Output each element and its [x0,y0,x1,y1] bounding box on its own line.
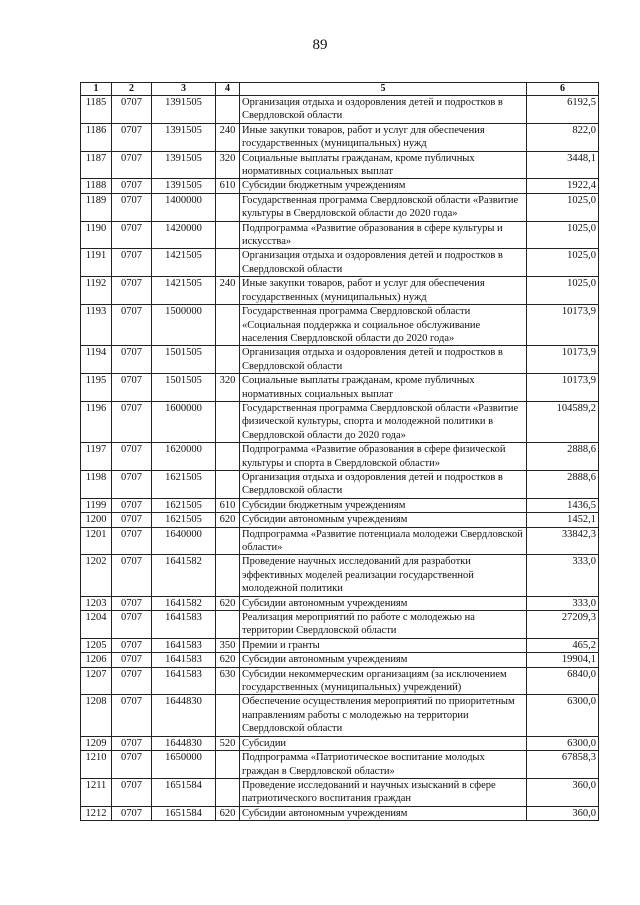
item-name: Субсидии некоммерческим организациям (за исключением государственных (муниципальных) учреждений) [240,667,527,695]
amount: 465,2 [527,638,599,652]
item-name: Подпрограмма «Развитие потенциала молодежи Свердловской области» [240,527,527,555]
row-number: 1210 [81,751,112,779]
table-row [81,305,599,346]
table-row [81,151,599,179]
item-name: Социальные выплаты гражданам, кроме публичных нормативных социальных выплат [240,151,527,179]
table-row [81,193,599,221]
item-name: Проведение научных исследований для разработки эффективных моделей реализации государственной молодежной политики [240,555,527,596]
section-code: 0707 [112,555,152,596]
row-number: 1203 [81,596,112,610]
table-row [81,346,599,374]
target-code: 1501505 [152,346,216,374]
item-name: Субсидии бюджетным учреждениям [240,498,527,512]
header-col-1: 1 [81,83,112,96]
target-code: 1391505 [152,96,216,124]
table-row [81,443,599,471]
table-header [81,83,599,96]
target-code: 1621505 [152,498,216,512]
amount: 27209,3 [527,611,599,639]
header-col-5: 5 [240,83,527,96]
section-code: 0707 [112,498,152,512]
item-name: Организация отдыха и оздоровления детей и подростков в Свердловской области [240,249,527,277]
target-code: 1391505 [152,123,216,151]
expense-kind-code: 240 [216,277,240,305]
row-number: 1198 [81,470,112,498]
table-body [81,96,599,821]
item-name: Реализация мероприятий по работе с молодежью на территории Свердловской области [240,611,527,639]
header-row [81,83,599,96]
table-row [81,555,599,596]
amount: 1436,5 [527,498,599,512]
amount: 67858,3 [527,751,599,779]
row-number: 1188 [81,179,112,193]
amount: 360,0 [527,778,599,806]
item-name: Подпрограмма «Развитие образования в сфере физической культуры и спорта в Свердловской области» [240,443,527,471]
table-row [81,96,599,124]
section-code: 0707 [112,374,152,402]
row-number: 1189 [81,193,112,221]
amount: 33842,3 [527,527,599,555]
target-code: 1641583 [152,638,216,652]
amount: 10173,9 [527,305,599,346]
section-code: 0707 [112,638,152,652]
expense-kind-code: 630 [216,667,240,695]
row-number: 1204 [81,611,112,639]
header-col-4: 4 [216,83,240,96]
amount: 1922,4 [527,179,599,193]
section-code: 0707 [112,527,152,555]
header-col-6: 6 [527,83,599,96]
target-code: 1650000 [152,751,216,779]
row-number: 1196 [81,401,112,442]
table-row [81,751,599,779]
row-number: 1187 [81,151,112,179]
expense-kind-code [216,401,240,442]
target-code: 1391505 [152,151,216,179]
item-name: Субсидии [240,736,527,750]
target-code: 1641583 [152,653,216,667]
row-number: 1201 [81,527,112,555]
target-code: 1621505 [152,513,216,527]
item-name: Организация отдыха и оздоровления детей и подростков в Свердловской области [240,470,527,498]
target-code: 1620000 [152,443,216,471]
expense-kind-code: 610 [216,179,240,193]
item-name: Организация отдыха и оздоровления детей и подростков в Свердловской области [240,346,527,374]
expense-kind-code [216,193,240,221]
expense-kind-code [216,751,240,779]
expense-kind-code: 320 [216,151,240,179]
expense-kind-code: 520 [216,736,240,750]
row-number: 1205 [81,638,112,652]
section-code: 0707 [112,443,152,471]
expense-kind-code [216,470,240,498]
table-row [81,527,599,555]
amount: 10173,9 [527,346,599,374]
table-row [81,736,599,750]
item-name: Государственная программа Свердловской области «Социальная поддержка и социальное обслуживание населения Свердловской области до 2020 года» [240,305,527,346]
table-row [81,470,599,498]
item-name: Организация отдыха и оздоровления детей и подростков в Свердловской области [240,96,527,124]
amount: 1025,0 [527,193,599,221]
amount: 6300,0 [527,736,599,750]
item-name: Государственная программа Свердловской области «Развитие физической культуры, спорта и молодежной политики в Свердловской области до 2020 года» [240,401,527,442]
table-row [81,498,599,512]
expense-kind-code: 320 [216,374,240,402]
page-number: 89 [312,37,328,53]
table-row [81,179,599,193]
row-number: 1194 [81,346,112,374]
row-number: 1200 [81,513,112,527]
section-code: 0707 [112,611,152,639]
table-row [81,374,599,402]
amount: 2888,6 [527,470,599,498]
section-code: 0707 [112,695,152,736]
target-code: 1501505 [152,374,216,402]
row-number: 1197 [81,443,112,471]
item-name: Подпрограмма «Развитие образования в сфере культуры и искусства» [240,221,527,249]
table-row [81,611,599,639]
target-code: 1600000 [152,401,216,442]
table-row [81,653,599,667]
row-number: 1199 [81,498,112,512]
row-number: 1185 [81,96,112,124]
section-code: 0707 [112,751,152,779]
section-code: 0707 [112,151,152,179]
expense-kind-code [216,527,240,555]
table-row [81,667,599,695]
expense-kind-code [216,249,240,277]
expense-kind-code [216,96,240,124]
target-code: 1421505 [152,249,216,277]
row-number: 1190 [81,221,112,249]
target-code: 1644830 [152,736,216,750]
item-name: Премии и гранты [240,638,527,652]
row-number: 1211 [81,778,112,806]
row-number: 1186 [81,123,112,151]
row-number: 1193 [81,305,112,346]
item-name: Обеспечение осуществления мероприятий по приоритетным направлениям работы с молодежью на территории Свердловской области [240,695,527,736]
item-name: Социальные выплаты гражданам, кроме публичных нормативных социальных выплат [240,374,527,402]
row-number: 1202 [81,555,112,596]
item-name: Государственная программа Свердловской области «Развитие культуры в Свердловской области до 2020 года» [240,193,527,221]
amount: 6192,5 [527,96,599,124]
target-code: 1391505 [152,179,216,193]
table-row [81,513,599,527]
row-number: 1208 [81,695,112,736]
row-number: 1191 [81,249,112,277]
section-code: 0707 [112,193,152,221]
amount: 1452,1 [527,513,599,527]
expense-kind-code: 620 [216,596,240,610]
target-code: 1644830 [152,695,216,736]
section-code: 0707 [112,513,152,527]
amount: 19904,1 [527,653,599,667]
target-code: 1640000 [152,527,216,555]
target-code: 1641583 [152,611,216,639]
row-number: 1212 [81,806,112,820]
expense-kind-code: 620 [216,653,240,667]
table-row [81,249,599,277]
target-code: 1621505 [152,470,216,498]
row-number: 1207 [81,667,112,695]
amount: 1025,0 [527,249,599,277]
table-row [81,596,599,610]
section-code: 0707 [112,123,152,151]
section-code: 0707 [112,96,152,124]
amount: 1025,0 [527,277,599,305]
expense-kind-code [216,443,240,471]
table-row [81,695,599,736]
section-code: 0707 [112,596,152,610]
amount: 333,0 [527,596,599,610]
table-row [81,221,599,249]
row-number: 1206 [81,653,112,667]
item-name: Иные закупки товаров, работ и услуг для обеспечения государственных (муниципальных) нужд [240,123,527,151]
target-code: 1400000 [152,193,216,221]
expense-kind-code [216,695,240,736]
target-code: 1500000 [152,305,216,346]
target-code: 1641582 [152,555,216,596]
section-code: 0707 [112,401,152,442]
amount: 360,0 [527,806,599,820]
target-code: 1641582 [152,596,216,610]
target-code: 1651584 [152,778,216,806]
table-row [81,123,599,151]
expense-kind-code [216,346,240,374]
section-code: 0707 [112,221,152,249]
row-number: 1195 [81,374,112,402]
amount: 6300,0 [527,695,599,736]
expense-kind-code [216,611,240,639]
amount: 822,0 [527,123,599,151]
section-code: 0707 [112,736,152,750]
section-code: 0707 [112,179,152,193]
amount: 2888,6 [527,443,599,471]
row-number: 1209 [81,736,112,750]
expense-kind-code [216,778,240,806]
section-code: 0707 [112,470,152,498]
item-name: Субсидии автономным учреждениям [240,513,527,527]
item-name: Субсидии автономным учреждениям [240,806,527,820]
item-name: Субсидии бюджетным учреждениям [240,179,527,193]
header-col-3: 3 [152,83,216,96]
section-code: 0707 [112,277,152,305]
target-code: 1641583 [152,667,216,695]
section-code: 0707 [112,806,152,820]
section-code: 0707 [112,346,152,374]
item-name: Субсидии автономным учреждениям [240,653,527,667]
item-name: Подпрограмма «Патриотическое воспитание молодых граждан в Свердловской области» [240,751,527,779]
target-code: 1420000 [152,221,216,249]
budget-table [80,82,599,821]
expense-kind-code: 620 [216,513,240,527]
amount: 6840,0 [527,667,599,695]
amount: 333,0 [527,555,599,596]
expense-kind-code: 350 [216,638,240,652]
expense-kind-code: 610 [216,498,240,512]
item-name: Проведение исследований и научных изысканий в сфере патриотического воспитания граждан [240,778,527,806]
amount: 10173,9 [527,374,599,402]
table-row [81,638,599,652]
row-number: 1192 [81,277,112,305]
expense-kind-code [216,221,240,249]
section-code: 0707 [112,778,152,806]
expense-kind-code: 240 [216,123,240,151]
table-row [81,277,599,305]
amount: 3448,1 [527,151,599,179]
table-row [81,401,599,442]
expense-kind-code: 620 [216,806,240,820]
section-code: 0707 [112,249,152,277]
expense-kind-code [216,555,240,596]
item-name: Субсидии автономным учреждениям [240,596,527,610]
expense-kind-code [216,305,240,346]
table-row [81,778,599,806]
header-col-2: 2 [112,83,152,96]
item-name: Иные закупки товаров, работ и услуг для обеспечения государственных (муниципальных) нужд [240,277,527,305]
table-row [81,806,599,820]
amount: 1025,0 [527,221,599,249]
target-code: 1651584 [152,806,216,820]
section-code: 0707 [112,305,152,346]
section-code: 0707 [112,667,152,695]
target-code: 1421505 [152,277,216,305]
section-code: 0707 [112,653,152,667]
amount: 104589,2 [527,401,599,442]
